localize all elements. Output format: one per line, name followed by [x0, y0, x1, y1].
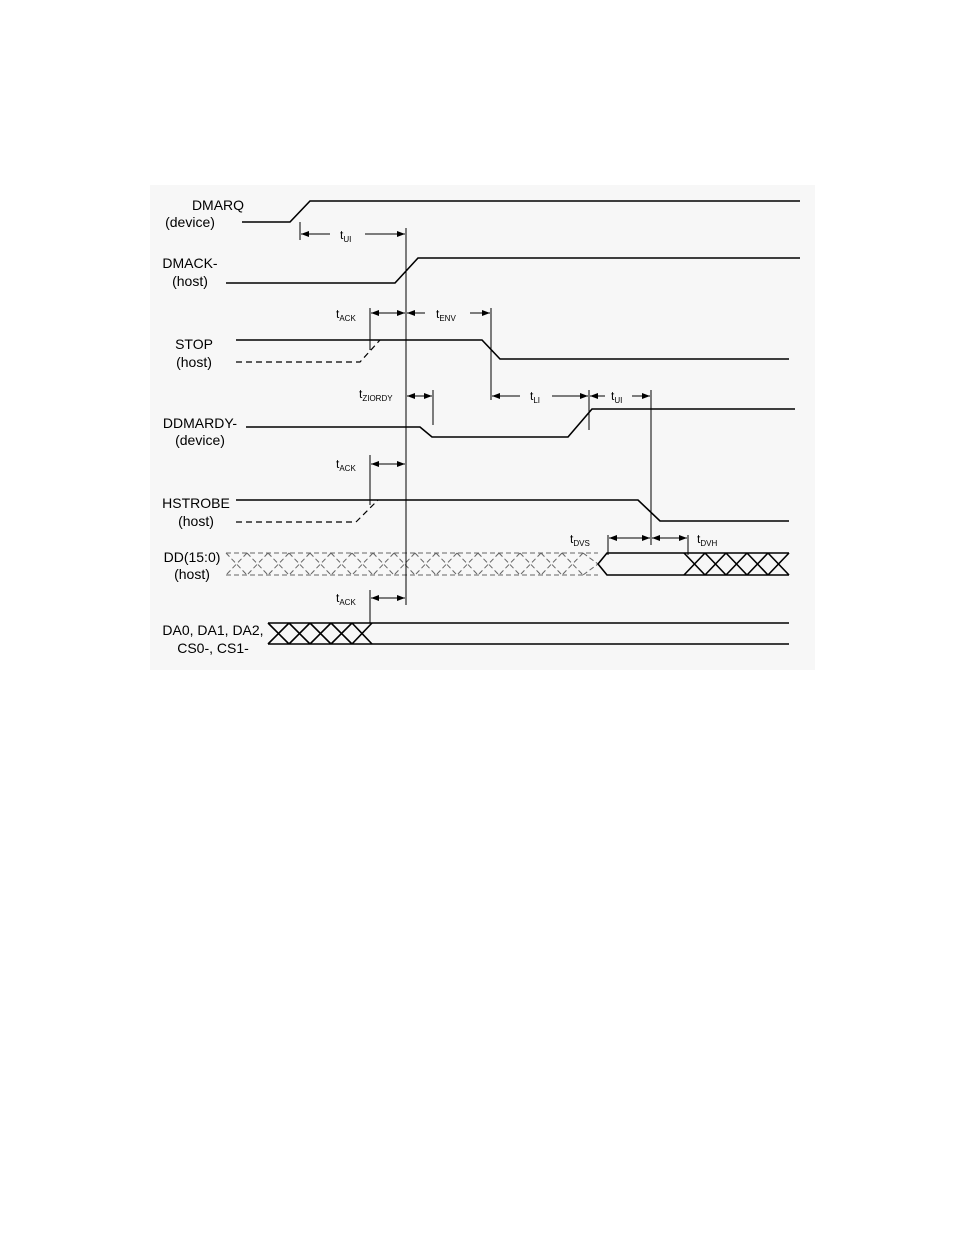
timing-tack-1: $t_{ACK}$ — [336, 307, 356, 323]
wave-dmarq — [242, 201, 800, 222]
label-dmarq-role: (device) — [165, 214, 215, 230]
label-ddmardy-role: (device) — [175, 432, 225, 448]
timing-tack-2: $t_{ACK}$ — [336, 457, 356, 473]
label-dd: DD(15:0) — [163, 549, 221, 565]
timing-tui-1: $t_{UI}$ — [340, 228, 352, 244]
label-da-role: CS0-, CS1- — [177, 640, 249, 656]
reference-lines — [300, 222, 688, 623]
label-hstrobe: HSTROBE — [162, 495, 230, 511]
label-stop-role: (host) — [176, 354, 212, 370]
label-da: DA0, DA1, DA2, — [162, 622, 264, 638]
wave-dmack — [226, 258, 800, 283]
label-dd-role: (host) — [174, 566, 210, 582]
waveforms — [226, 201, 800, 644]
label-dmack-role: (host) — [172, 273, 208, 289]
wave-stop — [236, 340, 789, 359]
timing-tdvs: $t_{DVS}$ — [570, 532, 590, 548]
label-hstrobe-role: (host) — [178, 513, 214, 529]
wave-dd-valid — [598, 553, 684, 575]
label-stop: STOP — [175, 336, 213, 352]
timing-labels — [336, 228, 717, 607]
wave-dd-undefined — [226, 553, 598, 575]
timing-tack-3: $t_{ACK}$ — [336, 591, 356, 607]
timing-tenv: $t_{ENV}$ — [436, 307, 456, 323]
timing-tui-2: $t_{UI}$ — [611, 389, 623, 405]
label-dmack: DMACK- — [162, 255, 218, 271]
label-dmarq: DMARQ — [191, 197, 245, 213]
timing-tli: $t_{LI}$ — [530, 389, 541, 405]
wave-dd-changing — [684, 553, 789, 575]
label-ddmardy: DDMARDY- — [162, 415, 238, 431]
wave-stop-alt — [236, 340, 380, 362]
timing-arrows — [301, 234, 687, 598]
timing-tdvh: $t_{DVH}$ — [697, 532, 718, 548]
wave-hstrobe-alt — [236, 500, 378, 522]
wave-ddmardy — [246, 409, 795, 437]
wave-da — [268, 623, 789, 644]
wave-hstrobe — [236, 500, 789, 521]
timing-tziordy: $t_{ZIORDY}$ — [359, 387, 393, 403]
